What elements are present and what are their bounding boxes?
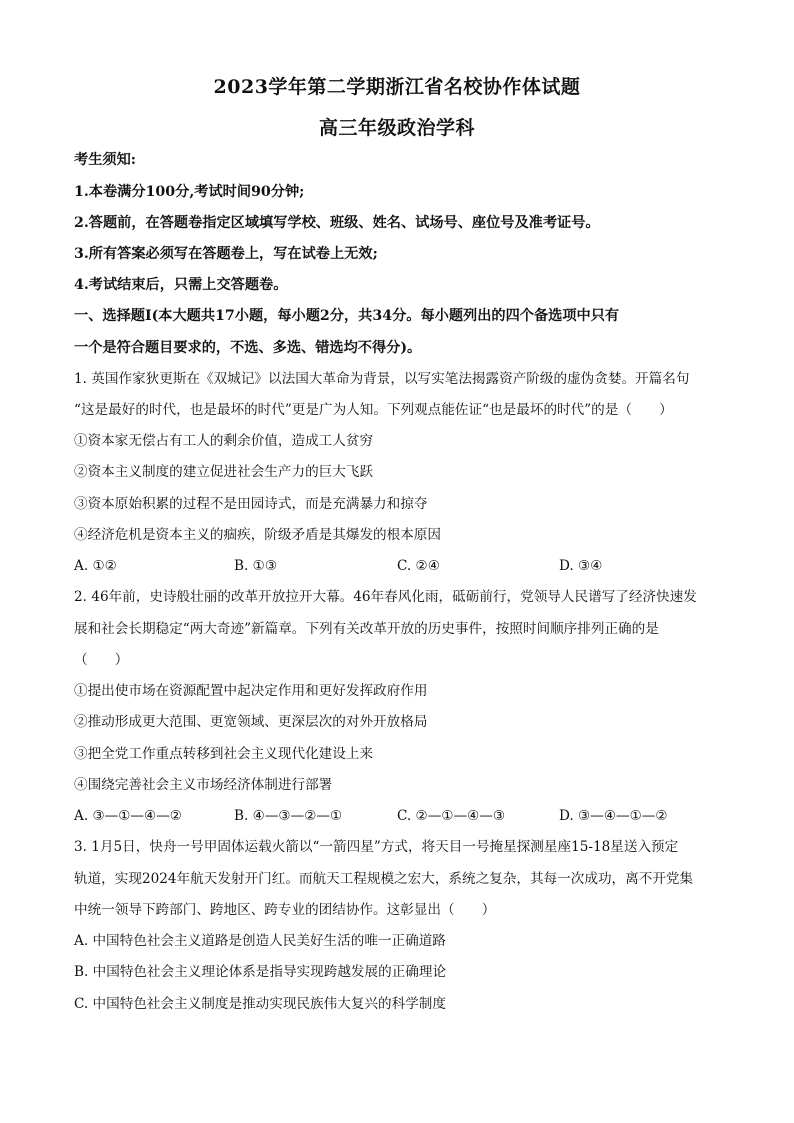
option-a: A. ①② [74, 558, 117, 574]
section-heading: 一、选择题Ⅰ(本大题共17小题，每小题2分，共34分。每小题列出的四个备选项中只有 [74, 308, 620, 324]
notice-item: 2.答题前，在答题卷指定区域填写学校、班级、姓名、试场号、座位号及准考证号。 [74, 215, 600, 231]
option-b: B. ①③ [234, 558, 278, 574]
question-2-statement: ③把全党工作重点转移到社会主义现代化建设上来 [74, 746, 374, 762]
option-c: C. ②④ [397, 558, 440, 574]
option-c: C. ②—①—④—③ [397, 808, 506, 824]
question-2-stem: 展和社会长期稳定“两大奇迹”新篇章。下列有关改革开放的历史事件，按照时间顺序排列正确的是 [74, 621, 659, 637]
question-1-statement: ①资本家无偿占有工人的剩余价值，造成工人贫穷 [74, 433, 374, 449]
question-1-statement: ④经济危机是资本主义的痼疾，阶级矛盾是其爆发的根本原因 [74, 527, 442, 543]
question-1-stem: 1. 英国作家狄更斯在《双城记》以法国大革命为背景，以写实笔法揭露资产阶级的虚伪贪婪。开篇名句 [74, 371, 690, 387]
exam-title: 2023学年第二学期浙江省名校协作体试题 [213, 76, 581, 98]
exam-subtitle: 高三年级政治学科 [318, 117, 475, 139]
question-2-statement: ④围绕完善社会主义市场经济体制进行部署 [74, 777, 333, 793]
notice-item: 3.所有答案必须写在答题卷上，写在试卷上无效; [74, 246, 378, 262]
notice-item: 1.本卷满分100分,考试时间90分钟; [74, 184, 305, 200]
question-1-statement: ②资本主义制度的建立促进社会生产力的巨大飞跃 [74, 464, 374, 480]
option-b: B. ④—③—②—① [234, 808, 343, 824]
notice-heading: 考生须知: [74, 152, 136, 168]
question-3-stem: 中统一领导下跨部门、跨地区、跨专业的团结协作。这彰显出（ ） [74, 902, 496, 918]
question-1-statement: ③资本原始积累的过程不是田园诗式，而是充满暴力和掠夺 [74, 496, 428, 512]
question-2-statement: ②推动形成更大范围、更宽领域、更深层次的对外开放格局 [74, 714, 428, 730]
question-3-option-c: C. 中国特色社会主义制度是推动实现民族伟大复兴的科学制度 [74, 996, 446, 1012]
option-a: A. ③—①—④—② [74, 808, 182, 824]
question-3-stem: 轨道，实现2024年航天发射开门红。而航天工程规模之宏大，系统之复杂，其每一次成功，离不开党集 [74, 871, 694, 887]
question-3-stem: 3. 1月5日，快舟一号甲固体运载火箭以“一箭四星”方式，将天目一号掩星探测星座15-18星送入预定 [74, 839, 679, 855]
question-2-stem: 2. 46年前，史诗般壮丽的改革开放拉开大幕。46年春风化雨，砥砺前行，党领导人民谱写了经济快速发 [74, 589, 697, 605]
option-d: D. ③—④—①—② [559, 808, 668, 824]
question-3-option-b: B. 中国特色社会主义理论体系是指导实现跨越发展的正确理论 [74, 964, 447, 980]
question-3-option-a: A. 中国特色社会主义道路是创造人民美好生活的唯一正确道路 [74, 933, 446, 949]
question-1-stem: “这是最好的时代，也是最坏的时代”更是广为人知。下列观点能佐证“也是最坏的时代”的是（ ） [74, 402, 673, 418]
option-d: D. ③④ [559, 558, 603, 574]
question-2-statement: ①提出使市场在资源配置中起决定作用和更好发挥政府作用 [74, 683, 428, 699]
question-2-stem: （ ） [74, 652, 129, 668]
section-heading-cont: 一个是符合题目要求的，不选、多选、错选均不得分)。 [74, 340, 422, 356]
notice-item: 4.考试结束后，只需上交答题卷。 [74, 277, 288, 293]
